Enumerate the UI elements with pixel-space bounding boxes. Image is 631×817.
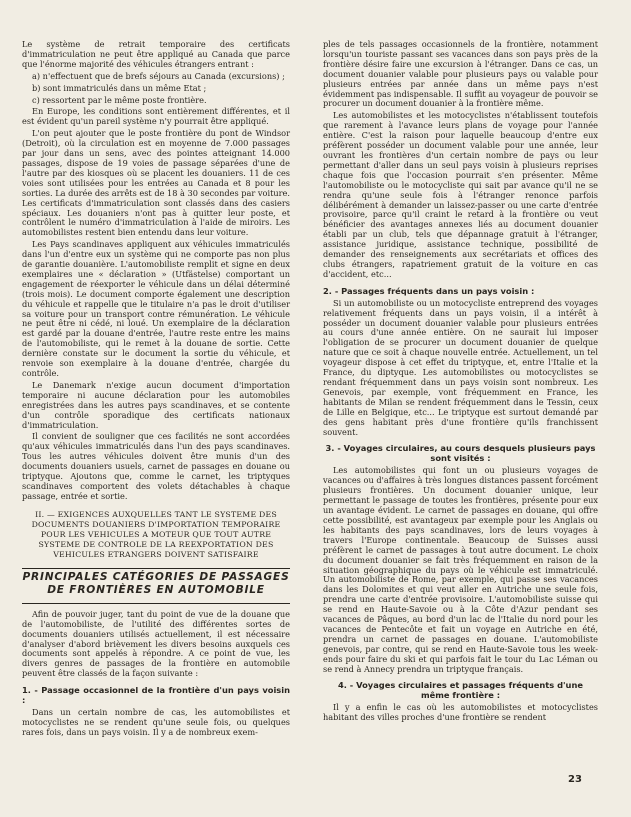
paragraph: Afin de pouvoir juger, tant du point de vue de la douane que de l'automobiliste, de l'utilité des différentes sortes de documents douaniers utilisés actuellement, il est nécessaire d'analyser d'abord brièvement les divers besoins auxquels ces documents sont appelés à répondre. A ce point de vue, les divers genres de passages de la frontière en automobile peuvent être classés de la façon suivante : xyxy=(22,608,290,679)
title-rule-bottom xyxy=(22,603,290,604)
list-item: a) n'effectuent que de brefs séjours au Canada (excursions) ; xyxy=(32,70,285,81)
paragraph: L'on peut ajouter que le poste frontière du pont de Windsor (Detroit), où la circulation est en moyenne de 7.000 passages par jour dans un sens, avec des pointes atteignant 14.000 passages, dispose de 19 voies de passage séparées d'une de l'autre par des kiosques où se placent les douaniers. 11 de ces voies sont utilisées pour les entrées au Canada et 8 pour les sorties. La durée des arrêts est de 18 à 30 secondes par voiture. Les certificats d'immatriculation sont classés dans des casiers spéciaux. Les douaniers n'ont pas à quitter leur poste, et contrôlent le numéro d'immatriculation à l'aide de miroirs. Les automobilistes restent bien entendu dans leur voiture. xyxy=(22,128,291,238)
paragraph: Il convient de souligner que ces facilités ne sont accordées qu'aux véhicules immatriculés dans l'un des pays scandinaves. Tous les autres véhicules doivent être munis d'un des documents douaniers usuels, carnet de passages en douane ou triptyque. Ajoutons que, comme le carnet, les triptyques scandinaves comportent des volets détachables à chaque passage, entrée et sortie. xyxy=(22,431,290,501)
page-number: 23 xyxy=(568,774,582,785)
subsection-heading: 2. - Passages fréquents dans un pays voisin : xyxy=(323,285,535,296)
paragraph: Il y a enfin le cas où les automobilistes et motocyclistes habitant des villes proches d'une frontière se rendent xyxy=(323,702,598,723)
paragraph: Le Danemark n'exige aucun document d'importation temporaire ni aucune déclaration pour les automobiles enregistrées dans les autres pays scandinaves, et se contente d'un contrôle sporadique des certificats nationaux d'immatriculation. xyxy=(22,379,290,430)
paragraph: Si un automobiliste ou un motocycliste entreprend des voyages relativement fréquents dans un pays voisin, il a intérêt à posséder un document douanier valable pour plusieurs entrées au cours d'une année entière. On ne saurait lui imposer l'obligation de se procurer un document douanier de quelque nature que ce soit à chaque nouvelle entrée. Actuellement, un tel voyageur dispose à cet effet du triptyque, et, entre l'Italie et la France, du diptyque. Les automobilistes ou motocyclistes se rendant fréquemment dans un pays voisin sont nombreux. Les Genevois, par exemple, vont fréquemment en France, les habitants de Milan se rendent fréquemment dans le Tessin, ceux de Lille en Belgique, etc... Le triptyque est surtout demandé par des gens habitant près d'une frontière qu'ils franchissent souvent. xyxy=(323,297,598,437)
subsection-heading: 3. - Voyages circulaires, au cours desquels plusieurs pays sont visités : xyxy=(325,443,596,464)
paragraph: Le système de retrait temporaire des certificats d'immatriculation ne peut être appliqué au Canada que parce que l'énorme majorité des véhicules étrangers entrant : xyxy=(22,39,290,69)
paragraph: En Europe, les conditions sont entièrement différentes, et il est évident qu'un pareil système n'y pourrait être appliqué. xyxy=(22,106,290,127)
subsection-heading: 1. - Passage occasionnel de la frontière d'un pays voisin : xyxy=(22,685,290,706)
list-item: c) ressortent par le même poste frontière. xyxy=(32,94,207,105)
paragraph: Les automobilistes et les motocyclistes n'établissent toutefois que rarement à l'avance leurs plans de voyage pour l'année entière. C'est la raison pour laquelle beaucoup d'entre eux préfèrent posséder un document valable pour une année, leur ouvrant les frontières d'un certain nombre de pays ou leur permettant d'aller dans un seul pays voisin à plusieurs reprises chaque fois que l'occasion pourrait s'en présenter. Même l'automobiliste ou le motocycliste qui sait par avance qu'il ne se rendra qu'une seule fois à l'étranger renonce parfois délibérément à demander un laissez-passer ou une carte d'entrée provisoire, parce qu'il craint le retard à la frontière ou veut bénéficier des avantages annexes liés au document douanier établi par un club, tels que dépannage gratuit à l'étranger, assistance juridique, assistance technique, possibilité de demander des renseignements aux secrétariats et offices des clubs étrangers, rapatriement gratuit de la voiture en cas d'accident, etc... xyxy=(323,110,598,279)
section-title: PRINCIPALES CATÉGORIES DE PASSAGES DE FRONTIÈRES EN AUTOMOBILE xyxy=(22,570,290,596)
title-rule-top xyxy=(22,568,290,569)
paragraph: Dans un certain nombre de cas, les automobilistes et motocyclistes ne se rendent qu'une seule fois, ou quelques rares fois, dans un pays voisin. Il y a de nombreux exem- xyxy=(22,707,290,737)
right-column xyxy=(323,40,598,725)
section-heading-ii: II. — EXIGENCES AUXQUELLES TANT LE SYSTEME DES DOCUMENTS DOUANIERS D'IMPORTATION TEMPORAIRE POUR LES VEHICULES A MOTEUR QUE TOUT AUTRE SYSTEME DE CONTROLE DE LA REEXPORTATION DES VEHICULES ETRANGERS DOIVENT SATISFAIRE xyxy=(31,509,281,559)
subsection-heading: 4. - Voyages circulaires et passages fréquents d'une même frontière : xyxy=(337,680,584,701)
list-item: b) sont immatriculés dans un même Etat ; xyxy=(32,82,207,93)
left-column xyxy=(22,40,290,740)
paragraph: ples de tels passages occasionnels de la frontière, notamment lorsqu'un touriste passant ses vacances dans son pays près de la frontière désire faire une excursion à l'étranger. Dans ce cas, un document douanier valable pour plusieurs pays ou valable pour plusieurs entrées par année dans un même pays n'est évidemment pas indispensable. Il suffit au voyageur de pouvoir se procurer un document douanier à la frontière même. xyxy=(323,39,598,109)
paragraph: Les Pays scandinaves appliquent aux véhicules immatriculés dans l'un d'entre eux un système qui ne comporte pas non plus de garantie douanière. L'automobiliste remplit et signe en deux exemplaires une « déclaration » (Utfästelse) comportant un engagement de réexporter le véhicule dans un délai déterminé (trois mois). Le document comporte également une description du véhicule et rappelle que le titulaire n'a pas le droit d'utiliser sa voiture pour un transport contre rémunération. Le véhicule ne peut être ni cédé, ni loué. Un exemplaire de la déclaration est gardé par la douane d'entrée, l'autre reste entre les mains de l'automobiliste, qui le remet à la douane de sortie. Cette dernière constate sur le document la sortie du véhicule, et renvoie son exemplaire à la douane d'entrée, chargée du contrôle. xyxy=(22,239,290,378)
paragraph: Les automobilistes qui font un ou plusieurs voyages de vacances ou d'affaires à très longues distances passent forcément plusieurs frontières. Un document douanier unique, leur permettant le passage de toutes les frontières, présente pour eux un avantage évident. Le carnet de passages en douane, qui offre cette possibilité, est avantageux par exemple pour les Anglais ou les habitants des pays scandinaves, lors de leurs voyages à travers l'Europe continentale. Beaucoup de Suisses aussi préfèrent le carnet de passages à tout autre document. Le choix du document douanier se fait très fréquemment en raison de la situation géographique du pays où le véhicule est immatriculé. Un automobiliste de Rome, par exemple, qui passe ses vacances dans les Dolomites et qui veut aller en Autriche une seule fois, prendra une carte d'entrée provisoire. L'automobiliste suisse qui se rend en Haute-Savoie ou à la Côte d'Azur pendant ses vacances de Pâques, au bord d'un lac de l'Italie du nord pour les vacances de Pentecôte et fait un voyage en Autriche en été, prendra un carnet de passages en douane. L'automobiliste genevois, par contre, qui se rend en Haute-Savoie tous les week-ends pour faire du ski et qui parfois fait le tour du Lac Léman ou se rend à Annecy prendra un triptyque français. xyxy=(323,465,598,674)
